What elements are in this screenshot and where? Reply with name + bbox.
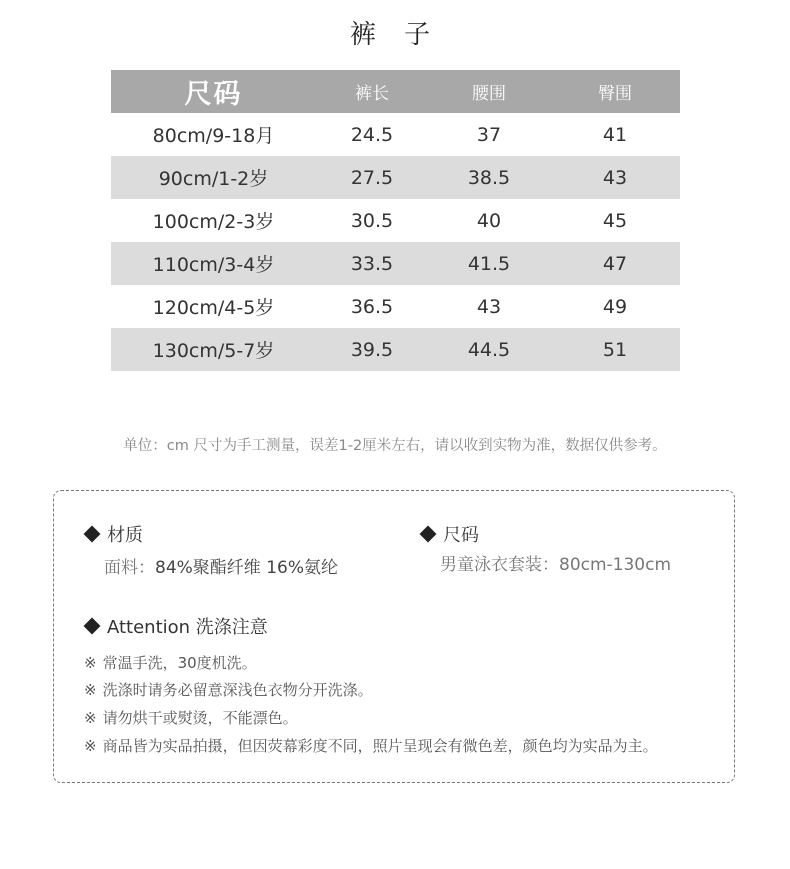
cell-hip: 41 <box>602 123 628 146</box>
care-heading-label: Attention 洗涤注意 <box>107 617 268 638</box>
cell-pants-length: 36.5 <box>350 295 394 318</box>
care-line <box>84 679 373 700</box>
cell-hip: 49 <box>602 295 628 318</box>
material-heading-label: 材质 <box>107 525 143 546</box>
page-title: 裤 子 <box>349 20 441 50</box>
care-line <box>84 707 298 728</box>
material-text <box>104 553 338 578</box>
care-line-text: 常温手洗，30度机洗。 <box>102 654 257 672</box>
table-header-row <box>111 70 680 113</box>
cell-hip: 45 <box>602 209 628 232</box>
cell-pants-length: 27.5 <box>350 166 394 189</box>
material-label: 面料： <box>104 558 155 578</box>
material-value: 84%聚酯纤维 16%氨纶 <box>155 558 338 578</box>
diamond-bullet-icon <box>84 526 101 543</box>
size-value: 80cm-130cm <box>559 555 672 575</box>
table-row <box>111 285 680 328</box>
reference-mark-icon: ※ <box>84 681 97 699</box>
cell-waist: 41.5 <box>467 252 511 275</box>
size-label: 男童泳衣套装： <box>440 555 559 575</box>
care-line-text: 洗涤时请务必留意深浅色衣物分开洗涤。 <box>102 681 373 699</box>
table-row <box>111 156 680 199</box>
size-text <box>440 550 671 575</box>
cell-size: 80cm/9-18月 <box>152 125 275 147</box>
header-pants-length: 裤长 <box>355 84 389 104</box>
care-heading <box>84 613 268 639</box>
reference-mark-icon: ※ <box>84 654 97 672</box>
cell-waist: 40 <box>476 209 502 232</box>
size-heading <box>420 521 479 547</box>
care-line <box>84 735 658 756</box>
product-info-box <box>53 490 735 783</box>
cell-hip: 47 <box>602 252 628 275</box>
material-heading <box>84 521 143 547</box>
table-row <box>111 242 680 285</box>
cell-size: 120cm/4-5岁 <box>152 297 275 319</box>
care-line-text: 商品皆为实品拍摄，但因荧幕彩度不同，照片呈现会有微色差，颜色均为实品为主。 <box>102 737 658 755</box>
table-row <box>111 328 680 371</box>
table-row <box>111 199 680 242</box>
diamond-bullet-icon <box>84 618 101 635</box>
header-waist: 腰围 <box>472 84 506 104</box>
header-size: 尺码 <box>184 79 243 110</box>
cell-waist: 37 <box>476 123 502 146</box>
care-line <box>84 652 257 673</box>
cell-pants-length: 33.5 <box>350 252 394 275</box>
table-row <box>111 113 680 156</box>
size-chart-table <box>111 70 680 371</box>
reference-mark-icon: ※ <box>84 709 97 727</box>
cell-pants-length: 39.5 <box>350 338 394 361</box>
cell-size: 130cm/5-7岁 <box>152 340 275 362</box>
cell-size: 100cm/2-3岁 <box>152 211 275 233</box>
care-line-text: 请勿烘干或熨烫，不能漂色。 <box>102 709 298 727</box>
cell-pants-length: 24.5 <box>350 123 394 146</box>
cell-waist: 44.5 <box>467 338 511 361</box>
cell-pants-length: 30.5 <box>350 209 394 232</box>
size-heading-label: 尺码 <box>443 525 479 546</box>
cell-size: 90cm/1-2岁 <box>158 168 269 190</box>
cell-size: 110cm/3-4岁 <box>152 254 275 276</box>
cell-hip: 51 <box>602 338 628 361</box>
header-hip: 臀围 <box>598 84 632 104</box>
cell-waist: 43 <box>476 295 502 318</box>
diamond-bullet-icon <box>420 526 437 543</box>
cell-hip: 43 <box>602 166 628 189</box>
cell-waist: 38.5 <box>467 166 511 189</box>
reference-mark-icon: ※ <box>84 737 97 755</box>
measurement-note: 单位：cm 尺寸为手工测量，误差1-2厘米左右，请以收到实物为准，数据仅供参考。 <box>123 438 667 454</box>
